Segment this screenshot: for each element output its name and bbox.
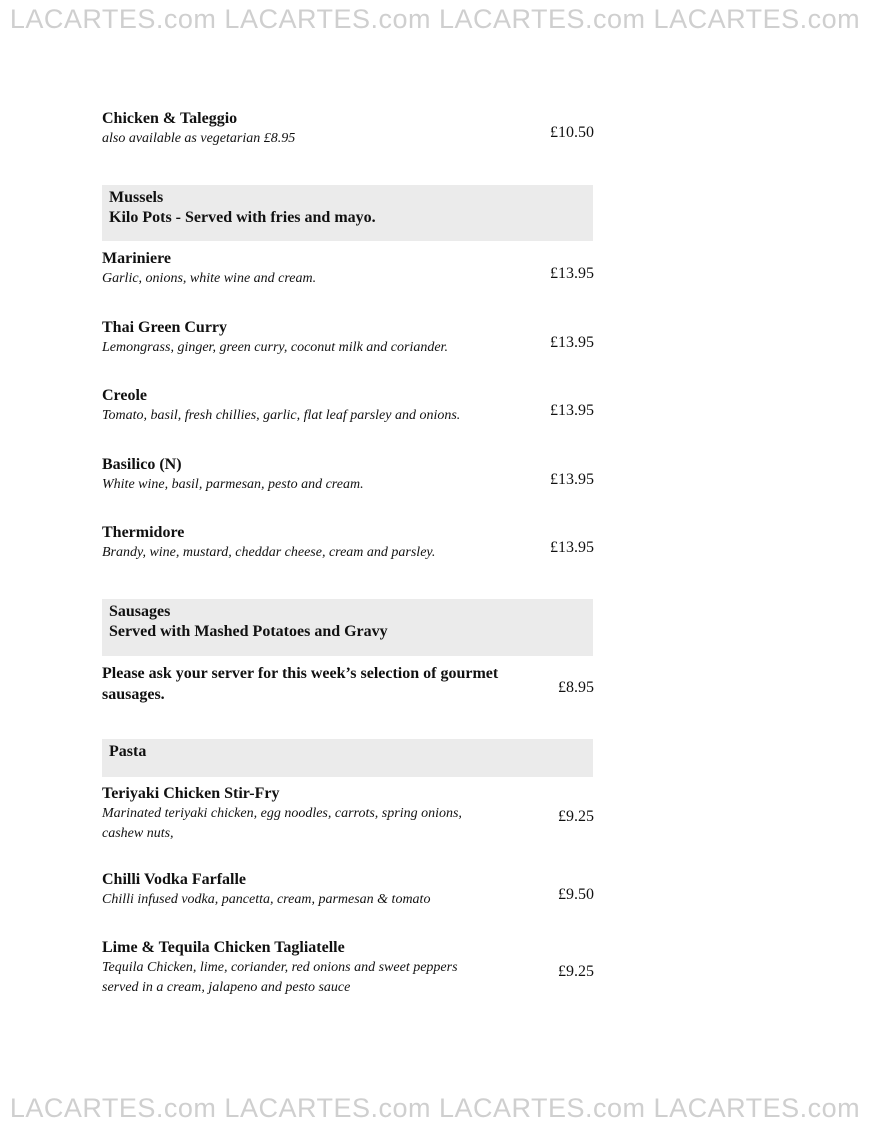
item-price: £13.95 <box>550 334 594 351</box>
section-title: Sausages <box>109 603 171 620</box>
section-subtitle: Kilo Pots - Served with fries and mayo. <box>109 209 376 226</box>
menu-item-basilico <box>102 455 594 495</box>
section-header-mussels <box>102 185 593 241</box>
item-price: £13.95 <box>550 471 594 488</box>
item-price: £13.95 <box>550 539 594 556</box>
menu-item-thai-green-curry <box>102 318 594 358</box>
item-price: £10.50 <box>550 124 594 141</box>
item-name: Basilico (N) <box>102 456 182 473</box>
item-name-line-2: sausages. <box>102 686 165 703</box>
item-description: White wine, basil, parmesan, pesto and cream. <box>102 477 364 492</box>
item-name: Mariniere <box>102 250 172 267</box>
item-price: £13.95 <box>550 402 594 419</box>
menu-item-lime-tequila-tagliatelle <box>102 938 594 998</box>
item-price: £8.95 <box>558 679 594 696</box>
item-description: also available as vegetarian £8.95 <box>102 131 296 146</box>
section-header-sausages <box>102 599 593 656</box>
menu-item-chilli-vodka-farfalle <box>102 870 594 910</box>
section-subtitle: Served with Mashed Potatoes and Gravy <box>109 623 388 640</box>
item-name: Creole <box>102 387 148 404</box>
item-description: Lemongrass, ginger, green curry, coconut milk and coriander. <box>102 340 448 355</box>
menu-item-chicken-taleggio <box>102 109 594 149</box>
menu-item-mariniere <box>102 249 594 289</box>
menu-item-gourmet-sausages <box>102 663 594 705</box>
item-description: Brandy, wine, mustard, cheddar cheese, cream and parsley. <box>102 545 436 560</box>
item-description: Chilli infused vodka, pancetta, cream, parmesan & tomato <box>102 892 431 907</box>
item-description-line-1: Marinated teriyaki chicken, egg noodles, carrots, spring onions, <box>102 806 462 821</box>
item-description: Tomato, basil, fresh chillies, garlic, flat leaf parsley and onions. <box>102 408 461 423</box>
item-description-line-2: served in a cream, jalapeno and pesto sauce <box>102 980 351 995</box>
item-price: £9.25 <box>558 963 594 980</box>
menu-item-creole <box>102 386 594 426</box>
item-description-line-1: Tequila Chicken, lime, coriander, red onions and sweet peppers <box>102 960 458 975</box>
menu-item-thermidore <box>102 523 594 563</box>
menu-item-teriyaki-stir-fry <box>102 784 594 844</box>
item-name-line-1: Please ask your server for this week’s selection of gourmet <box>102 665 499 682</box>
item-price: £13.95 <box>550 265 594 282</box>
watermark-top: LACARTES.com LACARTES.com LACARTES.com LACARTES.com <box>9 4 861 34</box>
item-description: Garlic, onions, white wine and cream. <box>102 271 317 286</box>
item-price: £9.50 <box>558 886 594 903</box>
section-header-pasta <box>102 739 593 777</box>
item-name: Thermidore <box>102 524 185 541</box>
item-name: Teriyaki Chicken Stir-Fry <box>102 785 280 802</box>
item-name: Chilli Vodka Farfalle <box>102 871 247 888</box>
item-name: Thai Green Curry <box>102 319 228 336</box>
item-price: £9.25 <box>558 808 594 825</box>
watermark-bottom: LACARTES.com LACARTES.com LACARTES.com LACARTES.com <box>9 1093 861 1123</box>
section-title: Mussels <box>109 189 164 206</box>
item-name: Chicken & Taleggio <box>102 110 238 127</box>
item-description-line-2: cashew nuts, <box>102 826 174 841</box>
section-title: Pasta <box>109 743 147 760</box>
item-name: Lime & Tequila Chicken Tagliatelle <box>102 939 345 956</box>
